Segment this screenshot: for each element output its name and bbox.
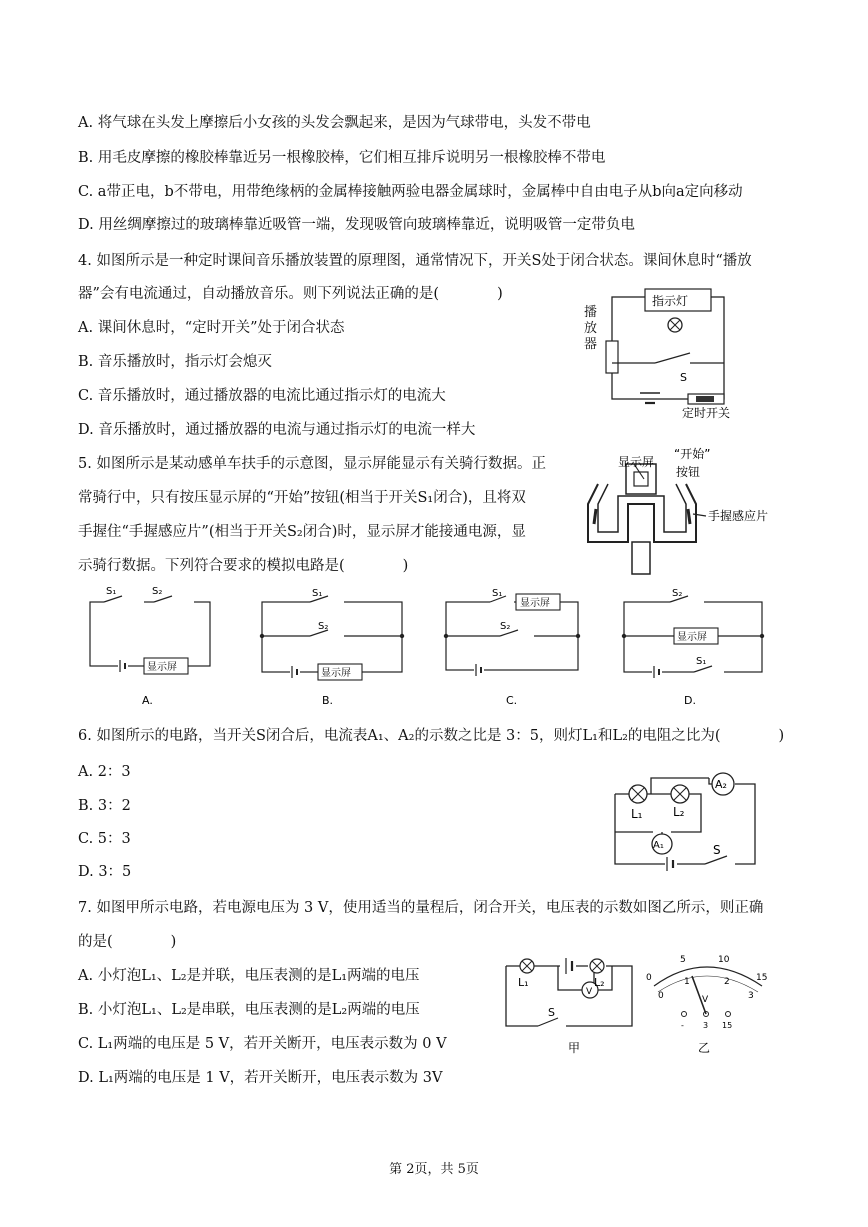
q7-btick-1: 1: [684, 977, 690, 987]
q6-a1-label: A₁: [653, 840, 664, 851]
q6-stem: 6. 如图所示的电路，当开关S闭合后，电流表A₁、A₂的示数之比是 3：5，则灯L₁和L₂的电阻之比为( ): [78, 728, 785, 744]
q5-circuit-d: [618, 586, 768, 710]
q7-tick-5: 5: [680, 955, 686, 965]
q6-a2-label: A₂: [715, 778, 727, 791]
q6-circuit-figure: [605, 764, 760, 876]
q5c-label: C.: [506, 694, 518, 707]
q5a-display: 显示屏: [147, 662, 177, 673]
q7-option-c: C. L₁两端的电压是 5 V，若开关断开，电压表示数为 0 V: [78, 1036, 447, 1052]
q7-v-label: V: [586, 987, 593, 997]
q7-option-b: B. 小灯泡L₁、L₂是串联，电压表测的是L₂两端的电压: [78, 1002, 420, 1018]
q4-option-c: C. 音乐播放时，通过播放器的电流比通过指示灯的电流大: [78, 388, 446, 404]
q7-tick-10: 10: [718, 955, 730, 965]
q5-handlebar-figure: [578, 444, 788, 579]
q6-l2-label: L₂: [673, 805, 685, 819]
q7-tick-0: 0: [646, 973, 652, 983]
q5c-s1: S₁: [492, 588, 503, 599]
q5-screen-label: 显示屏: [618, 455, 655, 469]
q6-l1-label: L₁: [631, 807, 643, 821]
q7-s-label: S: [548, 1006, 555, 1019]
q7-stem-line1: 7. 如图甲所示电路，若电源电压为 3 V，使用适当的量程后，闭合开关，电压表的示数如图乙所示，则正确: [78, 900, 764, 916]
q5d-label: D.: [684, 694, 696, 707]
q7-tick-15: 15: [756, 973, 768, 983]
q7-voltmeter-yi: [640, 950, 775, 1058]
q5-start-label: “开始”: [674, 447, 711, 461]
q6-option-c: C. 5：3: [78, 831, 131, 847]
q6-option-a: A. 2：3: [78, 764, 131, 780]
q5a-label: A.: [142, 694, 153, 707]
q7-yi-label: 乙: [698, 1041, 711, 1055]
q5-circuit-c: [440, 586, 585, 710]
q5-circuit-a: [84, 586, 216, 710]
q6-option-b: B. 3：2: [78, 798, 131, 814]
q4-player-label: 播放器: [584, 305, 598, 352]
q5b-s1: S₁: [312, 588, 323, 599]
q5d-s2: S₂: [672, 588, 683, 599]
q7-option-a: A. 小灯泡L₁、L₂是并联，电压表测的是L₁两端的电压: [78, 968, 420, 984]
q5-stem-line4: 示骑行数据。下列符合要求的模拟电路是( ): [78, 558, 409, 574]
q5b-s2: S₂: [318, 621, 329, 632]
q4-timer-label: 定时开关: [682, 406, 731, 420]
q7-jia-label: 甲: [568, 1041, 581, 1055]
q5c-s2: S₂: [500, 621, 511, 632]
q7-circuit-jia: [498, 950, 643, 1058]
q6-s-label: S: [713, 843, 721, 857]
q4-option-d: D. 音乐播放时，通过播放器的电流与通过指示灯的电流一样大: [78, 422, 476, 438]
q7-stem-line2: 的是( ): [78, 934, 177, 950]
q5b-label: B.: [322, 694, 334, 707]
q7-btick-3: 3: [748, 991, 754, 1001]
q4-option-a: A. 课间休息时，“定时开关”处于闭合状态: [78, 320, 345, 336]
q4-stem-line1: 4. 如图所示是一种定时课间音乐播放装置的原理图，通常情况下，开关S处于闭合状态。课间休息时“播放: [78, 253, 752, 269]
q6-option-d: D. 3：5: [78, 864, 132, 880]
q5d-s1: S₁: [696, 656, 707, 667]
q7-term-minus: -: [681, 1021, 684, 1030]
q5d-display: 显示屏: [677, 632, 707, 643]
q3-option-a: A. 将气球在头发上摩擦后小女孩的头发会飘起来，是因为气球带电，头发不带电: [78, 115, 591, 131]
q5-stem-line3: 手握住“手握感应片”(相当于开关S₂闭合)时，显示屏才能接通电源，显: [78, 524, 526, 540]
q5-sensor-label: 手握感应片: [708, 509, 769, 523]
q7-l2-label: L₂: [594, 976, 605, 989]
q5-button-label: 按钮: [676, 465, 701, 479]
q3-option-c: C. a带正电，b不带电，用带绝缘柄的金属棒接触两验电器金属球时，金属棒中自由电子从b向a定向移动: [78, 184, 743, 200]
q4-switch-label: S: [680, 371, 687, 384]
q5b-display: 显示屏: [321, 668, 351, 679]
q7-term-15: 15: [722, 1021, 733, 1030]
q7-btick-0: 0: [658, 991, 664, 1001]
q4-option-b: B. 音乐播放时，指示灯会熄灭: [78, 354, 272, 370]
q5a-s1: S₁: [106, 586, 117, 597]
q3-option-d: D. 用丝绸摩擦过的玻璃棒靠近吸管一端，发现吸管向玻璃棒靠近，说明吸管一定带负电: [78, 217, 635, 233]
q5-circuit-b: [256, 586, 406, 710]
q7-meter-v: V: [702, 995, 709, 1005]
q4-stem-line2: 器”会有电流通过，自动播放音乐。则下列说法正确的是( ): [78, 286, 503, 302]
page-footer: 第 2页，共 5页: [389, 1162, 479, 1177]
q7-option-d: D. L₁两端的电压是 1 V，若开关断开，电压表示数为 3V: [78, 1070, 443, 1086]
q5-stem-line1: 5. 如图所示是某动感单车扶手的示意图，显示屏能显示有关骑行数据。正: [78, 456, 546, 472]
q7-btick-2: 2: [724, 977, 730, 987]
q7-term-3: 3: [703, 1021, 709, 1030]
q5a-s2: S₂: [152, 586, 163, 597]
q4-lamp-label: 指示灯: [652, 294, 689, 308]
q7-l1-label: L₁: [518, 976, 529, 989]
q3-option-b: B. 用毛皮摩擦的橡胶棒靠近另一根橡胶棒，它们相互排斥说明另一根橡胶棒不带电: [78, 150, 606, 166]
q5c-display: 显示屏: [520, 598, 550, 609]
q5-stem-line2: 常骑行中，只有按压显示屏的“开始”按钮(相当于开关S₁闭合)，且将双: [78, 490, 526, 506]
